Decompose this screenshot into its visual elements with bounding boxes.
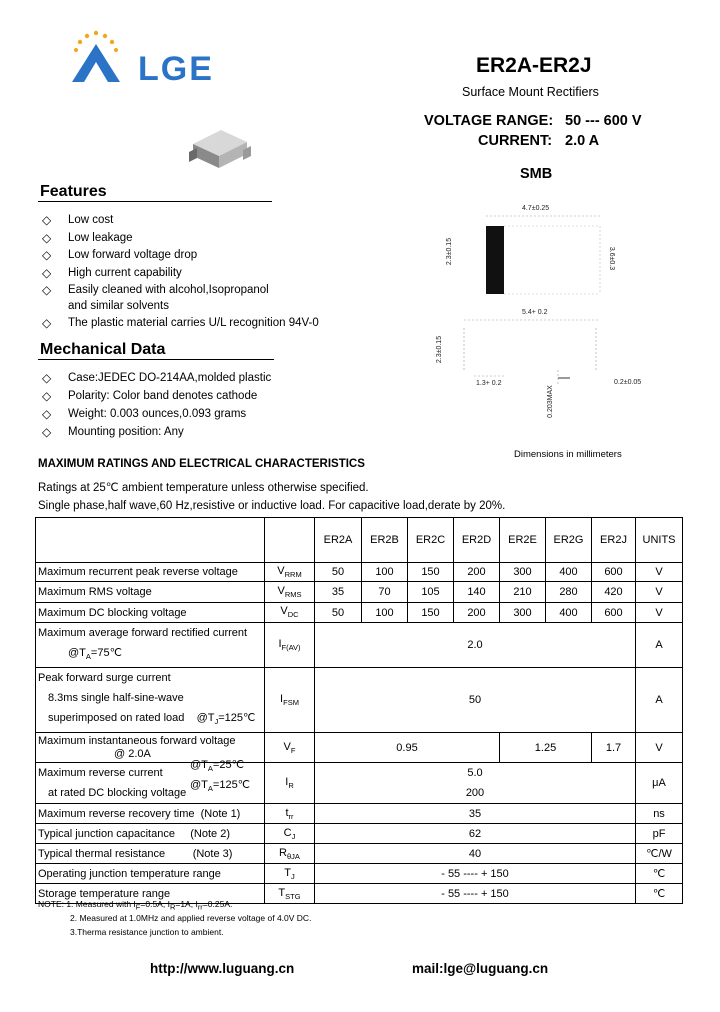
unit-cell: A xyxy=(636,623,683,668)
list-item: ◇ The plastic material carries U/L recognition 94V-0 xyxy=(40,315,360,333)
value-cell: 1.7 xyxy=(592,733,636,763)
diamond-icon: ◇ xyxy=(42,407,52,421)
symbol-cell: $V_{RMS}$ xyxy=(265,582,315,603)
outline-drawing xyxy=(440,200,660,400)
value-cell: 200 xyxy=(454,603,500,623)
unit-cell: ℃ xyxy=(636,884,683,904)
value-cell: 200 xyxy=(454,563,500,582)
table-row xyxy=(36,733,683,763)
column-header: ER2J xyxy=(592,518,636,563)
value-cell: 150 xyxy=(408,603,454,623)
symbol-cell: $I_{F(AV)}$ xyxy=(265,623,315,668)
list-item: ◇ Polarity: Color band denotes cathode xyxy=(42,389,258,403)
value-cell: 62 xyxy=(315,824,636,844)
list-item: ◇ High current capability xyxy=(40,265,360,283)
note-3: 3.Therma resistance junction to ambient. xyxy=(70,927,224,937)
value-cell: 50 xyxy=(315,563,362,582)
header-param xyxy=(36,518,265,563)
features-list xyxy=(40,212,360,333)
diamond-icon: ◇ xyxy=(42,265,52,280)
param-cell: Maximum recurrent peak reverse voltage xyxy=(36,563,265,582)
value-cell: 420 xyxy=(592,582,636,603)
symbol-cell: $t_{rr}$ xyxy=(265,804,315,824)
dim-width: 5.4+ 0.2 xyxy=(522,309,548,316)
list-item: ◇ Mounting position: Any xyxy=(42,425,184,439)
symbol-cell: $R_{\theta JA}$ xyxy=(265,844,315,864)
value-cell: 105 xyxy=(408,582,454,603)
logo-mark-icon xyxy=(60,20,140,90)
table-row xyxy=(36,603,683,623)
symbol-cell: $V_{RRM}$ xyxy=(265,563,315,582)
value-cell: 100 xyxy=(362,603,408,623)
ratings-line2: Single phase,half wave,60 Hz,resistive or inductive load. For capacitive load,derate by 20%. xyxy=(38,500,506,512)
dim-lead: 1.3+ 0.2 xyxy=(476,380,502,387)
value-cell: 40 xyxy=(315,844,636,864)
diamond-icon: ◇ xyxy=(42,213,52,227)
current-label: CURRENT: xyxy=(478,133,553,149)
footer-url[interactable]: http://www.luguang.cn xyxy=(150,961,295,976)
unit-cell: μA xyxy=(636,763,683,804)
unit-cell: V xyxy=(636,563,683,582)
ratings-table xyxy=(35,517,683,904)
diamond-icon: ◇ xyxy=(42,248,52,262)
value-cell: 2.0 xyxy=(315,623,636,668)
dim-thick: 0.203MAX xyxy=(546,385,554,418)
value-cell: - 55 ---- + 150 xyxy=(315,864,636,884)
dim-height: 2.3±0.15 xyxy=(436,335,444,364)
symbol-cell: $V_F$ xyxy=(265,733,315,763)
mechanical-rule xyxy=(38,359,274,360)
diamond-icon: ◇ xyxy=(42,371,52,385)
table-row xyxy=(36,582,683,603)
package-name: SMB xyxy=(520,166,553,182)
table-row xyxy=(36,844,683,864)
unit-cell: A xyxy=(636,668,683,733)
value-cell: 50 xyxy=(315,603,362,623)
list-item-continuation: and similar solvents xyxy=(68,299,169,312)
brand-name: LGE xyxy=(138,50,214,88)
param-cell: Maximum reverse recovery time (Note 1) xyxy=(36,804,265,824)
unit-cell: pF xyxy=(636,824,683,844)
value-cell: 300 xyxy=(500,603,546,623)
part-title: ER2A-ER2J xyxy=(476,54,592,77)
value-cell: 35 xyxy=(315,804,636,824)
symbol-cell: $I_{FSM}$ xyxy=(265,668,315,733)
subtitle: Surface Mount Rectifiers xyxy=(462,85,599,99)
value-cell: 0.95 xyxy=(315,733,500,763)
component-image xyxy=(185,124,255,174)
list-item: ◇ Low cost xyxy=(40,212,360,230)
features-rule xyxy=(38,201,272,202)
value-cell: 140 xyxy=(454,582,500,603)
symbol-cell: $V_{DC}$ xyxy=(265,603,315,623)
value-cell: 300 xyxy=(500,563,546,582)
column-header: ER2C xyxy=(408,518,454,563)
diamond-icon: ◇ xyxy=(42,316,52,330)
value-cell: 400 xyxy=(546,603,592,623)
ratings-line1: Ratings at 25℃ ambient temperature unless otherwise specified. xyxy=(38,482,369,494)
voltage-value: 50 --- 600 V xyxy=(565,113,642,129)
value-cell: 280 xyxy=(546,582,592,603)
list-item: ◇ Low leakage xyxy=(40,230,360,248)
param-cell: Maximum instantaneous forward voltage @ 2.0A xyxy=(36,733,265,763)
symbol-cell: $T_J$ xyxy=(265,864,315,884)
value-cell: 100 xyxy=(362,563,408,582)
param-cell: Typical thermal resistance (Note 3) xyxy=(36,844,265,864)
brand-logo xyxy=(60,20,250,90)
column-header: UNITS xyxy=(636,518,683,563)
unit-cell: ℃ xyxy=(636,864,683,884)
symbol-cell: $C_J$ xyxy=(265,824,315,844)
column-header: ER2E xyxy=(500,518,546,563)
value-cell: 150 xyxy=(408,563,454,582)
value-cell: - 55 ---- + 150 xyxy=(315,884,636,904)
ir-cond-2: $@T_A=125℃$ xyxy=(190,779,251,794)
voltage-label: VOLTAGE RANGE: xyxy=(424,113,554,129)
param-cell: Maximum average forward rectified current $@T_A=75℃$ xyxy=(36,623,265,668)
symbol-cell: $T_{STG}$ xyxy=(265,884,315,904)
table-row xyxy=(36,804,683,824)
header-symbol xyxy=(265,518,315,563)
diagram-caption: Dimensions in millimeters xyxy=(514,449,622,460)
list-item: ◇ Case:JEDEC DO-214AA,molded plastic xyxy=(42,371,272,385)
list-item: ◇ Easily cleaned with alcohol,Isopropanol xyxy=(40,282,360,300)
note-2: 2. Measured at 1.0MHz and applied reverse voltage of 4.0V DC. xyxy=(70,913,312,923)
symbol-cell: $I_R$ xyxy=(265,763,315,804)
unit-cell: V xyxy=(636,733,683,763)
param-cell: Maximum DC blocking voltage xyxy=(36,603,265,623)
dim-left: 2.3±0.15 xyxy=(446,237,454,266)
table-row xyxy=(36,763,683,804)
column-header: ER2A xyxy=(315,518,362,563)
package-diagram xyxy=(436,200,660,460)
dim-top: 4.7±0.25 xyxy=(522,205,550,212)
value-cell: 70 xyxy=(362,582,408,603)
unit-cell: V xyxy=(636,603,683,623)
ratings-heading: MAXIMUM RATINGS AND ELECTRICAL CHARACTERISTICS xyxy=(38,458,365,470)
mechanical-heading: Mechanical Data xyxy=(40,341,166,358)
table-row xyxy=(36,824,683,844)
diamond-icon: ◇ xyxy=(42,425,52,439)
features-heading: Features xyxy=(40,183,107,200)
param-cell: Maximum RMS voltage xyxy=(36,582,265,603)
table-row xyxy=(36,864,683,884)
note-1: NOTE: 1. Measured with $I_F=0.5A$, $I_R=1A$, $I_{rr}=0.25A$. xyxy=(38,899,233,912)
param-cell: Typical junction capacitance (Note 2) xyxy=(36,824,265,844)
list-item: ◇ Weight: 0.003 ounces,0.093 grams xyxy=(42,407,247,421)
value-cell: 50 xyxy=(315,668,636,733)
value-cell: 600 xyxy=(592,563,636,582)
diamond-icon: ◇ xyxy=(42,389,52,403)
param-cell: Peak forward surge current 8.3ms single half-sine-wave superimposed on rated load $@T_J=125℃$ xyxy=(36,668,265,733)
param-cell: Operating junction temperature range xyxy=(36,864,265,884)
value-cell: 35 xyxy=(315,582,362,603)
footer-mail[interactable]: mail:lge@luguang.cn xyxy=(412,961,549,976)
value-cell: 400 xyxy=(546,563,592,582)
unit-cell: V xyxy=(636,582,683,603)
mechanical-list xyxy=(40,369,360,441)
column-header: ER2D xyxy=(454,518,500,563)
table-row xyxy=(36,668,683,733)
table-header-row xyxy=(36,518,683,563)
column-header: ER2B xyxy=(362,518,408,563)
value-cell: 1.25 xyxy=(500,733,592,763)
unit-cell: ℃/W xyxy=(636,844,683,864)
table-row xyxy=(36,563,683,582)
unit-cell: ns xyxy=(636,804,683,824)
current-value: 2.0 A xyxy=(565,133,600,149)
param-cell: Maximum reverse current at rated DC blocking voltage xyxy=(36,763,265,804)
ir-cond-1: $@T_A=25℃$ xyxy=(190,759,244,774)
value-cell: 210 xyxy=(500,582,546,603)
dim-tab: 0.2±0.05 xyxy=(614,379,642,386)
param-cell: Storage temperature range xyxy=(36,884,265,904)
column-header: ER2G xyxy=(546,518,592,563)
value-cell: 600 xyxy=(592,603,636,623)
diamond-icon: ◇ xyxy=(42,283,52,297)
value-cell: 5.0 200 xyxy=(315,763,636,804)
table-row xyxy=(36,623,683,668)
diamond-icon: ◇ xyxy=(42,230,52,245)
dim-right: 3.6±0.3 xyxy=(608,246,616,271)
list-item: ◇ Low forward voltage drop xyxy=(40,247,360,265)
